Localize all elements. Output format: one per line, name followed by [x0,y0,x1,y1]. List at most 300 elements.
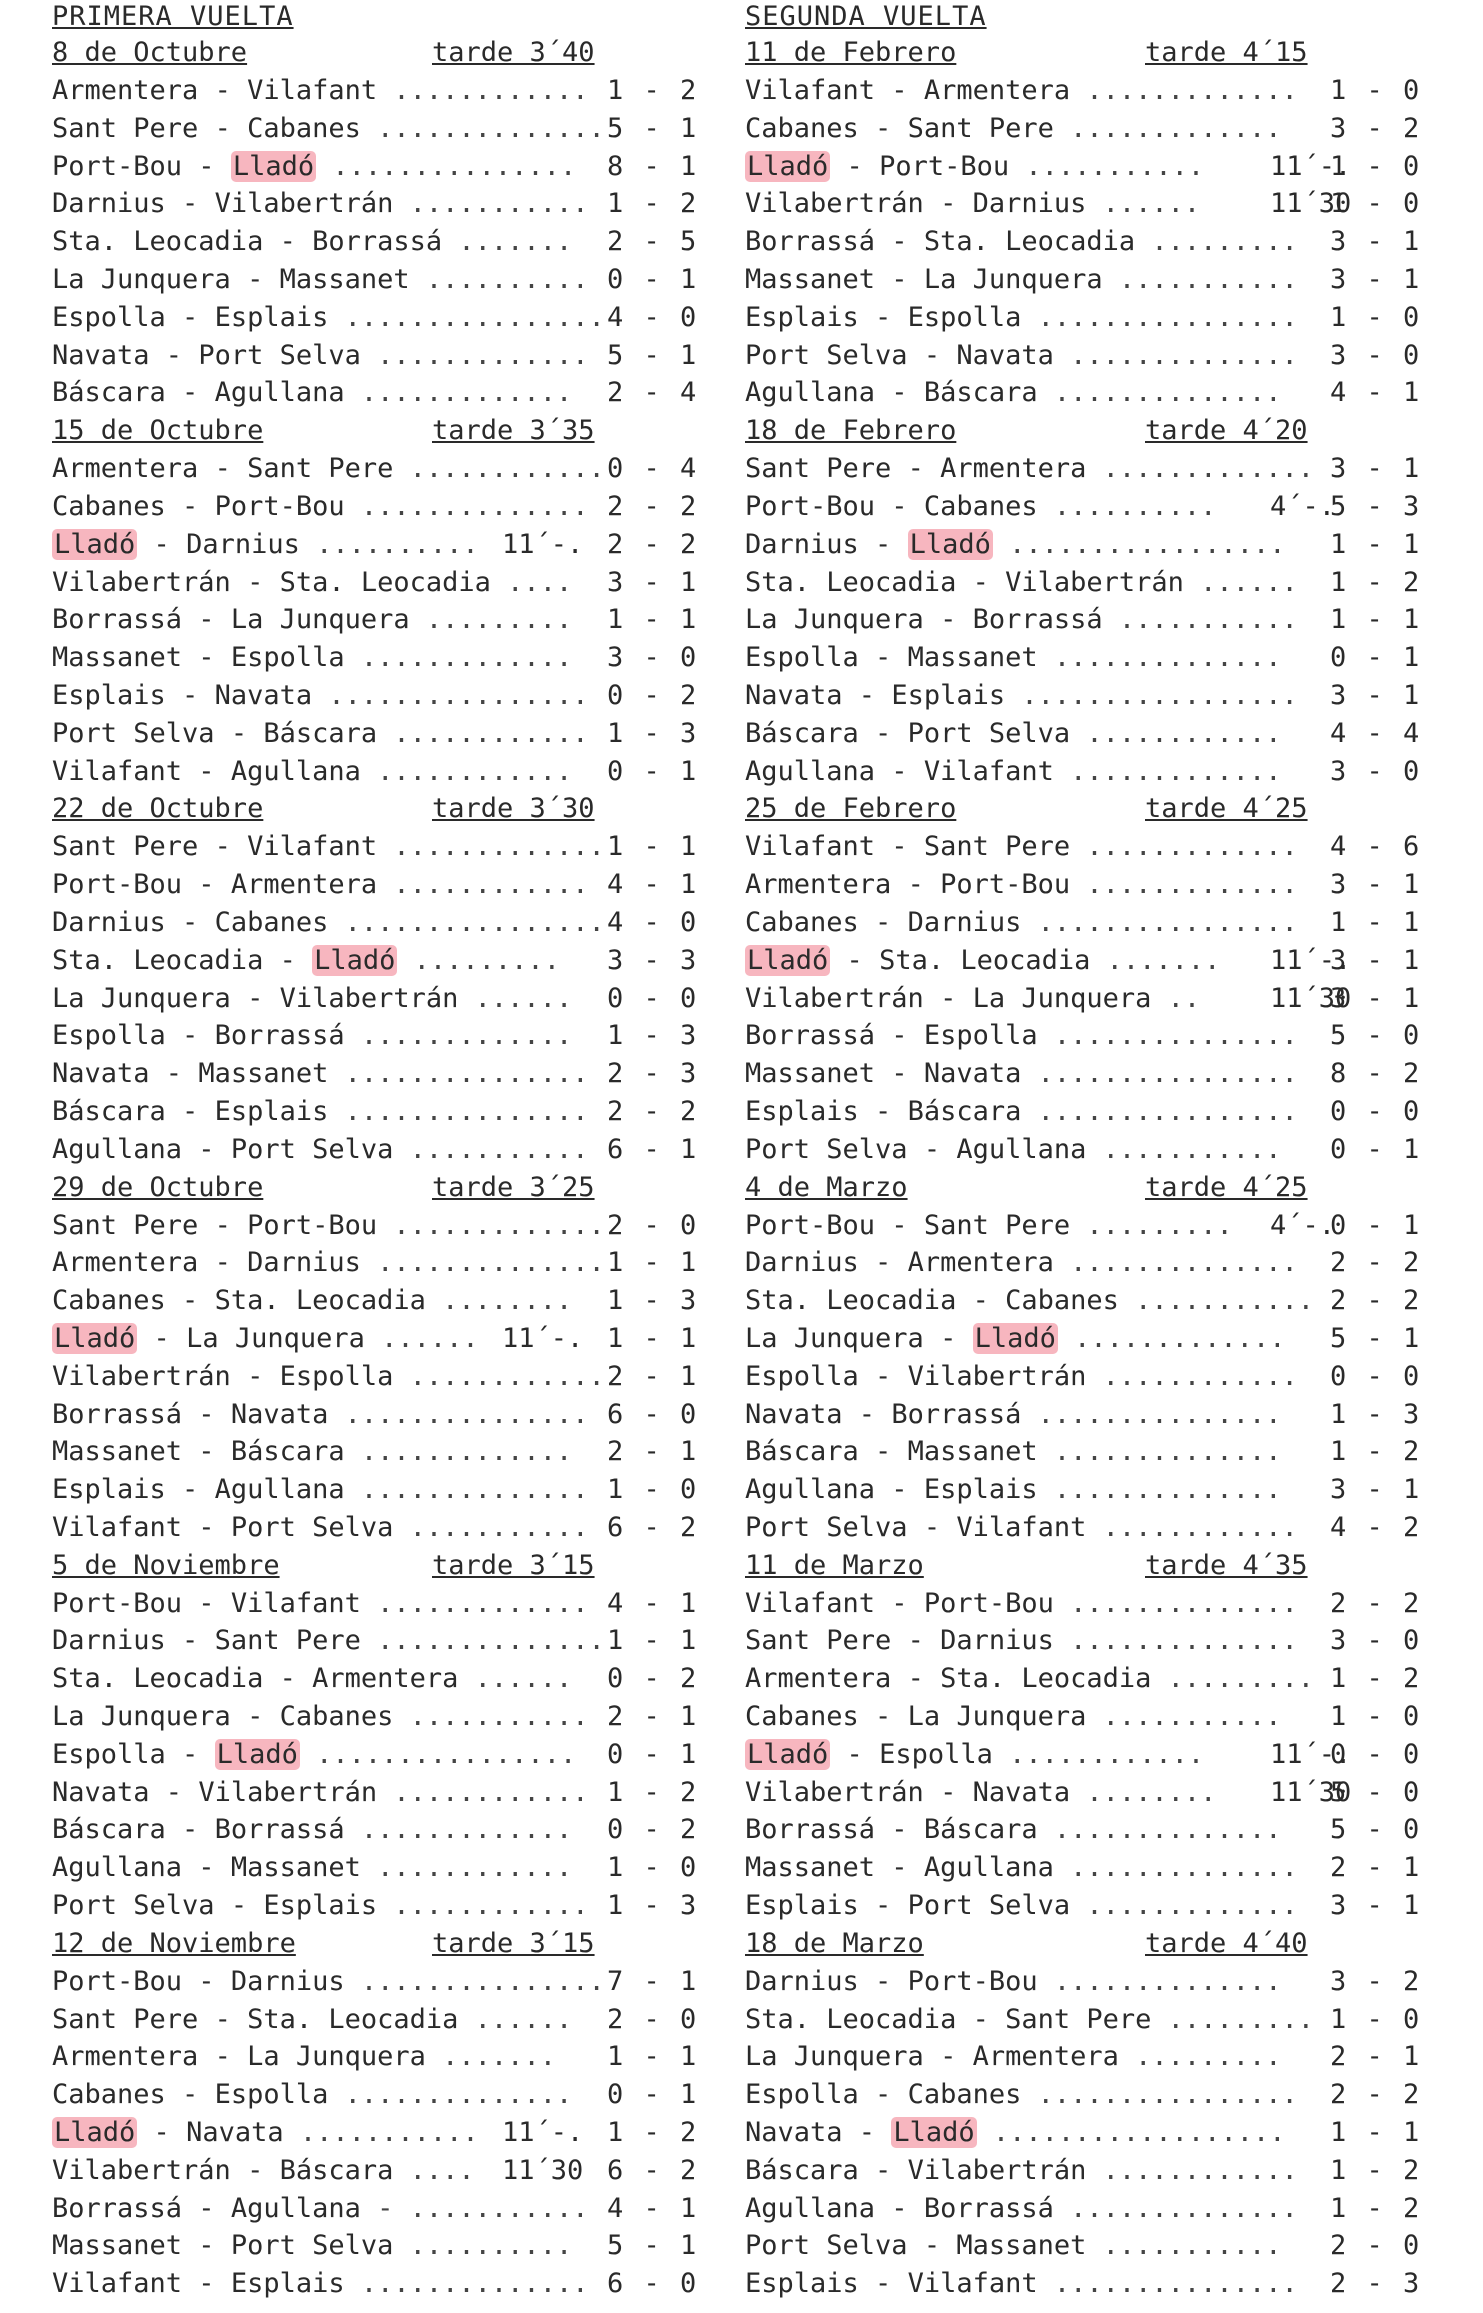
kickoff-hour: 4´-. [1270,1209,1336,1241]
away-team: Port Selva [230,2230,394,2262]
match-row [52,1055,699,1093]
home-team: Massanet [745,1058,876,1090]
dot-leader: ................ [328,301,621,333]
match-row [745,1207,1435,1245]
home-team: Borrassá [52,604,183,636]
home-team: La Junquera [52,982,231,1014]
match-score: 5 - 0 [1330,1776,1422,1808]
away-team: Armentera [940,453,1087,485]
home-team: Sta. Leocadia [745,566,957,598]
dash-separator: - [137,528,187,560]
match-row [745,2114,1435,2152]
match-score: 0 - 0 [607,982,699,1014]
home-team: Port-Bou [52,1965,183,1997]
match-score: 5 - 1 [607,339,699,371]
match-row [52,261,699,299]
match-score: 3 - 1 [1330,263,1422,295]
match-row [52,1509,699,1547]
match-row [52,1471,699,1509]
away-team: Esplais [923,1474,1038,1506]
match-row [745,1585,1435,1623]
dash-separator: - [230,1360,280,1392]
home-team: Port-Bou [52,1587,183,1619]
round-time: tarde 3´40 [432,37,595,68]
dash-separator: - [858,2079,908,2111]
dot-leader: .............. [1037,642,1298,674]
away-team: Port-Bou [879,150,1010,182]
match-score: 4 - 0 [607,301,699,333]
away-team: Agullana [923,1852,1054,1884]
dot-leader: ................ [1021,1058,1314,1090]
home-team: Báscara [52,377,166,409]
match-score: 0 - 1 [1330,642,1422,674]
match-score: 1 - 0 [1330,301,1422,333]
match-score: 7 - 1 [607,1965,699,1997]
dash-separator: - [858,1095,908,1127]
home-team: Sta. Leocadia [52,944,264,976]
home-team: Darnius [52,188,166,220]
match-score: 2 - 4 [607,377,699,409]
match-score: 1 - 1 [607,1625,699,1657]
dash-separator: - [956,2003,1006,2035]
match-row [745,72,1435,110]
match-score: 2 - 2 [1330,1285,1422,1317]
home-team: Báscara [745,717,859,749]
round-time: tarde 4´25 [1145,793,1308,825]
match-row [52,223,699,261]
round-date: 5 de Noviembre [52,1549,280,1581]
match-score: 3 - 2 [1330,112,1422,144]
home-team: Port Selva [52,717,215,749]
away-team: Port-Bou [214,490,345,522]
dash-separator: - [875,831,924,863]
home-team: Navata [52,1776,150,1808]
match-row [52,1660,699,1698]
match-score: 6 - 2 [607,2154,699,2186]
dash-separator: - [923,2041,973,2073]
match-score: 0 - 2 [607,679,699,711]
away-team: Vilafant [956,1511,1087,1543]
dash-separator: - [165,490,215,522]
away-team: Vilabertrán [214,188,394,220]
round-header [52,34,692,72]
round-date: 18 de Febrero [745,415,957,447]
match-score: 1 - 1 [1330,528,1422,560]
home-team: Lladó [54,2117,136,2149]
match-row [52,526,699,564]
home-team: Vilafant [745,1587,876,1619]
dot-leader: .............. [1037,1965,1298,1997]
dash-separator: - [858,528,908,560]
away-team: Darnius [186,528,300,560]
home-team: Port Selva [52,1890,215,1922]
match-row [745,1660,1435,1698]
match-score: 1 - 1 [607,1247,699,1279]
home-team: Navata [745,1398,843,1430]
away-team: Navata [186,2117,284,2149]
home-team: Agullana [745,2192,876,2224]
dash-separator: - [182,1511,231,1543]
dot-leader: ............... [316,150,593,182]
match-row [745,2038,1435,2076]
away-team: Báscara [230,1436,345,1468]
home-team: Esplais [745,1890,859,1922]
dot-leader: ...... [1086,188,1217,220]
round-time: tarde 4´20 [1145,415,1308,447]
dot-leader: .............. [344,490,605,522]
dash-separator: - [858,1965,908,1997]
match-row [745,677,1435,715]
home-team: Espolla [745,642,859,674]
home-team: Espolla [745,2079,859,2111]
home-team: Borrassá [745,1814,876,1846]
away-team: Lladó [216,1738,298,1770]
dot-leader: ......... [409,604,589,636]
dash-separator: - [830,150,880,182]
away-team: Cabanes [214,906,329,938]
dash-separator: - [198,112,248,144]
match-score: 1 - 1 [607,1322,699,1354]
match-score: 3 - 0 [1330,755,1422,787]
match-row [52,1963,699,2001]
match-row [745,639,1435,677]
dash-separator: - [875,2192,924,2224]
match-score: 6 - 1 [607,1133,699,1165]
match-score: 5 - 1 [607,112,699,144]
match-row [52,1585,699,1623]
match-row [52,2038,699,2076]
dash-separator: - [858,1247,908,1279]
dash-separator: - [165,1474,215,1506]
away-team: Port-Bou [923,1587,1054,1619]
dot-leader: .............. [344,1474,605,1506]
match-score: 3 - 1 [1330,944,1422,976]
home-team: Port-Bou [52,869,183,901]
home-team: Espolla [745,1360,859,1392]
dash-separator: - [230,566,280,598]
dot-leader: .................. [976,2117,1302,2149]
match-row [52,2265,699,2303]
match-row [52,1207,699,1245]
dot-leader: ............ [1086,1511,1314,1543]
match-row [745,2001,1435,2039]
away-team: Sta. Leocadia [923,226,1136,258]
dot-leader: ......... [1151,2003,1331,2035]
away-team: Massanet [956,2230,1087,2262]
match-row [745,2190,1435,2228]
match-score: 2 - 0 [607,1209,699,1241]
home-team: Sant Pere [745,1625,892,1657]
match-row [745,488,1435,526]
match-row [745,715,1435,753]
dot-leader: ............... [1037,2268,1314,2300]
dash-separator: - [263,226,313,258]
home-team: Espolla [52,1020,166,1052]
home-team: Cabanes [745,906,859,938]
home-team: Cabanes [52,2079,166,2111]
match-row [745,601,1435,639]
home-team: Vilabertrán [745,1776,924,1808]
match-row [745,223,1435,261]
match-row [52,148,699,186]
match-row [52,1396,699,1434]
round-date: 15 de Octubre [52,415,264,447]
match-row [745,299,1435,337]
dot-leader: .... [393,2154,491,2186]
match-score: 0 - 1 [607,263,699,295]
home-team: Vilabertrán [52,566,231,598]
dot-leader: ............ [1070,717,1298,749]
round-time: tarde 4´15 [1145,37,1308,68]
away-team: Espolla [907,301,1022,333]
away-team: Sant Pere [923,831,1071,863]
dot-leader: ....... [1090,944,1237,976]
home-team: Armentera [52,75,199,106]
match-score: 1 - 2 [607,75,699,106]
dash-separator: - [198,831,248,863]
dash-separator: - [858,301,908,333]
match-score: 3 - 2 [1330,1965,1422,1997]
match-row [52,337,699,375]
round-time: tarde 3´15 [432,1927,595,1959]
match-score: 1 - 0 [1330,188,1422,220]
dot-leader: ............. [360,339,605,371]
match-score: 1 - 1 [1330,2117,1422,2149]
home-team: Vilafant [745,831,876,863]
home-team: Armentera [52,453,199,485]
match-row [745,828,1435,866]
match-row [745,2076,1435,2114]
dash-separator: - [198,1209,248,1241]
match-score: 1 - 3 [607,1890,699,1922]
dot-leader: .............. [1053,1852,1314,1884]
away-team: Báscara [907,1095,1022,1127]
home-team: Port Selva [745,1133,908,1165]
dash-separator: - [875,1058,924,1090]
away-team: Port Selva [230,1133,394,1165]
match-score: 8 - 1 [607,150,699,182]
dot-leader: .......... [409,263,605,295]
home-team: Agullana [52,1852,183,1884]
away-team: Espolla [214,2079,329,2111]
away-team: Vilabertrán [198,1776,378,1808]
match-row [52,1887,699,1925]
dash-separator: - [891,1625,941,1657]
match-row [745,1887,1435,1925]
round-header [52,412,692,450]
round-date: 8 de Octubre [52,37,248,68]
dot-leader: ............ [992,1738,1221,1770]
dot-leader: ............ [377,869,605,901]
away-team: La Junquera [230,604,410,636]
home-team: Lladó [54,528,136,560]
match-score: 3 - 1 [1330,679,1422,711]
home-team: Armentera [52,2041,199,2073]
home-team: Lladó [747,1738,829,1770]
home-team: Vilabertrán [745,982,924,1014]
match-score: 2 - 2 [607,490,699,522]
away-team: Agullana [214,377,345,409]
round-date: 11 de Febrero [745,37,957,68]
match-row [52,1774,699,1812]
match-score: 3 - 1 [1330,1474,1422,1506]
round-header [745,1925,1435,1963]
dash-separator: - [198,453,248,485]
kickoff-hour: 11´-. [502,528,584,560]
away-team: Sta. Leocadia [247,2003,459,2035]
match-score: 4 - 2 [1330,1511,1422,1543]
match-score: 1 - 3 [1330,1398,1422,1430]
dot-leader: ............ [377,75,605,106]
dot-leader: ........... [1102,604,1314,636]
match-row [52,1131,699,1169]
kickoff-hour: 11´-. [502,2117,584,2149]
match-row [745,1282,1435,1320]
away-team: Esplais [263,1890,378,1922]
dot-leader: ............. [377,831,621,863]
dash-separator: - [230,982,280,1014]
match-score: 6 - 2 [607,1511,699,1543]
dot-leader: ......... [1151,1663,1331,1695]
away-team: Darnius [230,1965,345,1997]
away-team: Lladó [314,944,396,976]
match-score: 0 - 2 [607,1814,699,1846]
away-team: Armentera [972,2041,1119,2073]
dot-leader: ...... [364,1322,495,1354]
match-score: 4 - 1 [1330,377,1422,409]
kickoff-hour: 11´30 [502,2154,584,2186]
away-team: Darnius [940,1625,1054,1657]
dot-leader: ...... [458,982,589,1014]
dot-leader: ........... [1086,2230,1298,2262]
away-team: Báscara [923,1814,1038,1846]
match-row [745,148,1435,186]
away-team: Port Selva [907,1890,1071,1922]
round-time: tarde 3´35 [432,415,595,447]
match-score: 2 - 1 [1330,1852,1422,1884]
away-team: Agullana [956,1133,1087,1165]
away-team: Agullana [230,755,361,787]
match-score: 0 - 0 [1330,1095,1422,1127]
away-team: La Junquera [186,1322,365,1354]
dash-separator: - [165,2079,215,2111]
away-team: Port-Bou [907,1965,1038,1997]
away-team: Báscara [279,2154,394,2186]
dot-leader: ...... [458,1663,589,1695]
away-team: Borrassá [312,226,443,258]
dash-separator: - [182,869,231,901]
kickoff-hour: 11´-. [1270,944,1352,976]
away-team: Navata [972,1776,1071,1808]
round-time: tarde 4´35 [1145,1549,1308,1581]
away-team: Esplais [214,1095,329,1127]
match-score: 0 - 0 [1330,1360,1422,1392]
away-team: Port Selva [198,339,361,371]
dash-separator: - [263,1663,313,1695]
match-row [52,601,699,639]
match-score: 4 - 1 [607,1587,699,1619]
dot-leader: ............... [328,1095,605,1127]
match-score: 1 - 3 [607,1285,699,1317]
home-team: Armentera [745,869,892,901]
match-row [52,374,699,412]
away-team: Borrassá [972,604,1103,636]
dot-leader: .... [490,566,589,598]
dash-separator: - [875,1587,924,1619]
dot-leader: ............. [1086,453,1331,485]
dot-leader: ........ [1070,1776,1233,1808]
away-team: Borrassá [214,1814,345,1846]
match-row [745,1320,1435,1358]
dash-separator: - [182,755,231,787]
match-score: 1 - 3 [607,717,699,749]
home-team: Sant Pere [745,453,892,485]
away-team: Borrassá [923,2192,1054,2224]
dash-separator: - [149,1058,199,1090]
home-team: Sant Pere [52,112,199,144]
round-header [52,790,692,828]
home-team: La Junquera [52,1701,231,1733]
dot-leader: .............. [344,2268,605,2300]
match-score: 3 - 1 [1330,982,1422,1014]
away-team: La Junquera [907,1701,1087,1733]
dot-leader: ........... [283,2117,495,2149]
dash-separator: - [907,1133,957,1165]
match-row [745,1244,1435,1282]
match-row [745,1698,1435,1736]
dash-separator: - [230,1701,280,1733]
away-team: Espolla [879,1738,993,1770]
dash-separator: - [182,150,231,182]
dot-leader: .............. [1037,1814,1298,1846]
match-row [745,110,1435,148]
dot-leader: .............. [360,1247,621,1279]
round-time: tarde 4´25 [1145,1171,1308,1203]
home-team: Navata [745,679,843,711]
home-team: Sta. Leocadia [745,2003,957,2035]
dash-separator: - [182,604,231,636]
match-row [745,942,1435,980]
match-score: 8 - 2 [1330,1058,1422,1090]
home-team: Port Selva [745,1511,908,1543]
match-score: 3 - 1 [1330,869,1422,901]
dash-separator: - [182,642,231,674]
home-team: Esplais [52,679,166,711]
dash-separator: - [263,944,313,976]
away-team: Cabanes [1005,1285,1119,1317]
dash-separator: - [165,1020,215,1052]
away-team: Armentera [923,75,1071,106]
match-row [745,753,1435,791]
match-row [745,1509,1435,1547]
dot-leader: ............ [360,1852,589,1884]
dash-separator: - [214,1890,264,1922]
match-score: 2 - 5 [607,226,699,258]
match-score: 2 - 0 [607,2003,699,2035]
dash-separator: - [165,906,215,938]
dash-separator: - [875,490,924,522]
dot-leader: ............. [1070,869,1314,901]
match-score: 1 - 2 [607,188,699,220]
home-team: Cabanes [52,1285,166,1317]
kickoff-hour: 11´-. [502,1322,584,1354]
dot-leader: ........... [393,1511,605,1543]
match-score: 2 - 1 [607,1701,699,1733]
match-score: 2 - 2 [1330,1587,1422,1619]
match-row [52,110,699,148]
home-team: Vilabertrán [52,1360,231,1392]
match-score: 3 - 1 [1330,453,1422,485]
